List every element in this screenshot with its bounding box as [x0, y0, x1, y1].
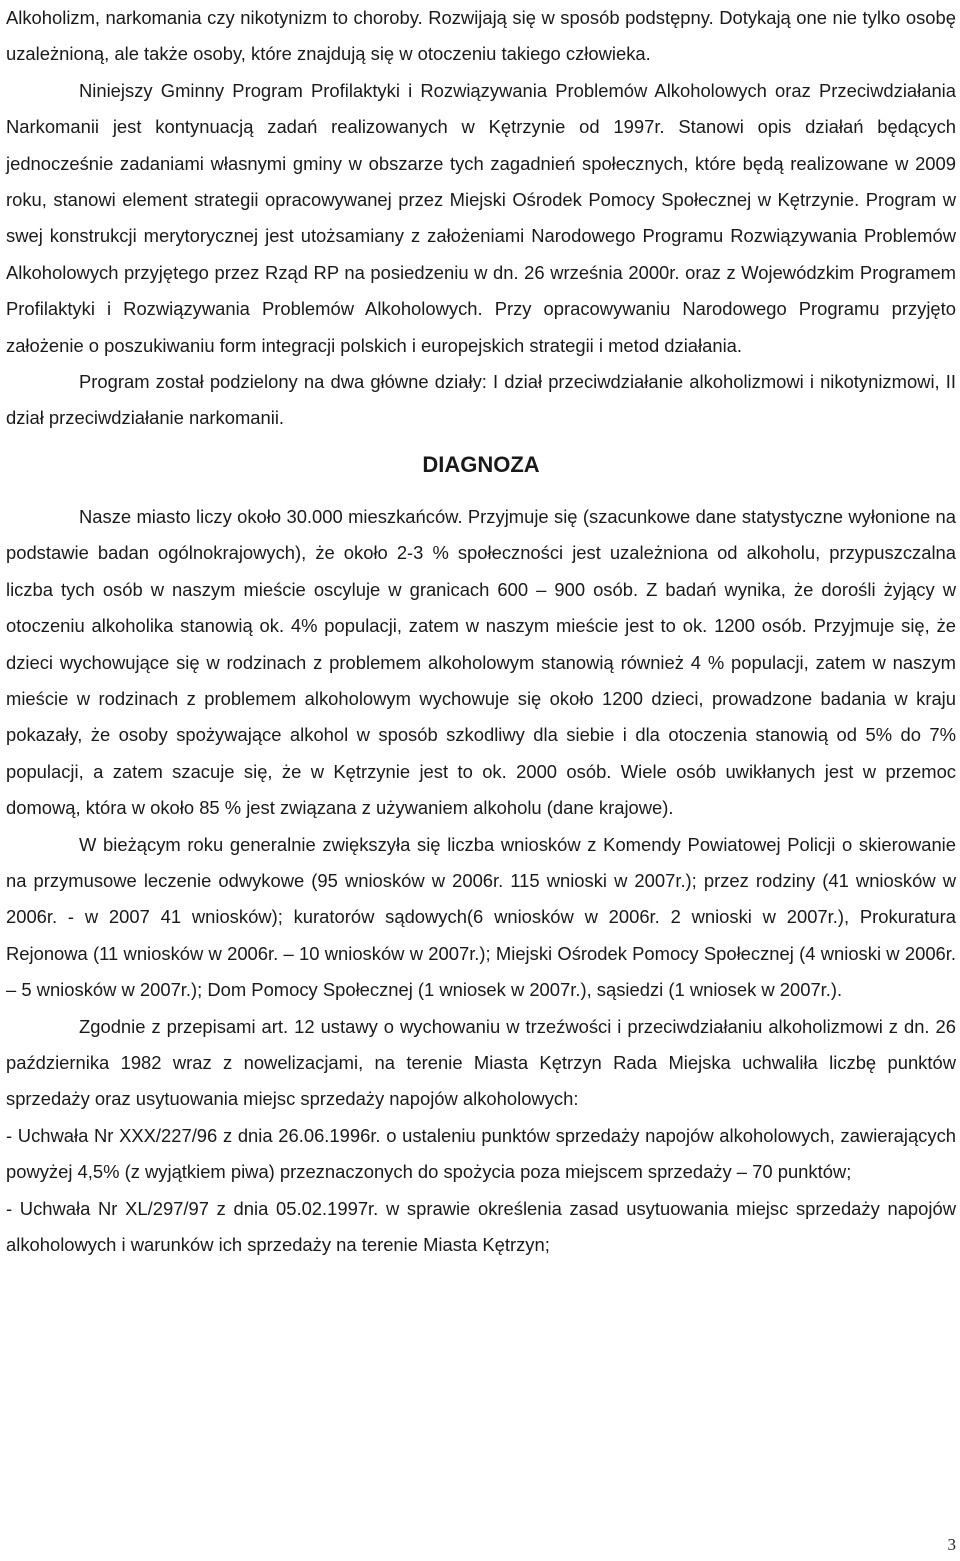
list-item-resolution-1996: - Uchwała Nr XXX/227/96 z dnia 26.06.1996r. o ustaleniu punktów sprzedaży napojów alkoholowych, zawierających powyżej 4,5% (z wyjątkiem piwa) przeznaczonych do spożycia poza miejscem sprzedaży – 70 punktów;: [6, 1124, 956, 1183]
paragraph-treatment-requests: W bieżącym roku generalnie zwiększyła się liczba wniosków z Komendy Powiatowej Policji o skierowanie na przymusowe leczenie odwykowe (95 wniosków w 2006r. 115 wnioski w 2007r.); przez rodziny (41 wniosków w 2006r. - w 2007 41 wniosków); kuratorów sądowych(6 wniosków w 2006r. 2 wnioski w 2007r.), Prokuratura Rejonowa (11 wniosków w 2006r. – 10 wniosków w 2007r.); Miejski Ośrodek Pomocy Społecznej (4 wnioski w 2006r. – 5 wniosków w 2007r.); Dom Pomocy Społecznej (1 wniosek w 2007r.), sąsiedzi (1 wniosek w 2007r.).: [6, 833, 956, 1001]
page-number: 3: [947, 1535, 956, 1554]
document-page: [6, 0, 956, 1263]
paragraph-intro: Alkoholizm, narkomania czy nikotynizm to choroby. Rozwijają się w sposób podstępny. Dotykają one nie tylko osobę uzależnioną, ale także osoby, które znajdują się w otoczeniu takiego człowieka.: [6, 7, 956, 65]
section-heading-diagnoza: DIAGNOZA: [422, 451, 540, 477]
paragraph-population-statistics: Nasze miasto liczy około 30.000 mieszkańców. Przyjmuje się (szacunkowe dane statystyczne wyłonione na podstawie badan ogólnokrajowych), że około 2-3 % społeczności jest uzależniona od alkoholu, przypuszczalna liczba tych osób w naszym mieście oscyluje w granicach 600 – 900 osób. Z badań wynika, że dorośli żyjący w otoczeniu alkoholika stanowią ok. 4% populacji, zatem w naszym mieście jest to ok. 1200 osób. Przyjmuje się, że dzieci wychowujące się w rodzinach z problemem alkoholowym stanowią również 4 % populacji, zatem w naszym mieście w rodzinach z problemem alkoholowym wychowuje się około 1200 dzieci, prowadzone badania w kraju pokazały, że osoby spożywające alkohol w sposób szkodliwy dla siebie i dla otoczenia stanowią od 5% do 7% populacji, a zatem szacuje się, że w Kętrzynie jest to ok. 2000 osób. Wiele osób uwikłanych jest w przemoc domową, która w około 85 % jest związana z używaniem alkoholu (dane krajowe).: [6, 505, 956, 819]
paragraph-legal-basis: Zgodnie z przepisami art. 12 ustawy o wychowaniu w trzeźwości i przeciwdziałaniu alkoholizmowi z dn. 26 października 1982 wraz z nowelizacjami, na terenie Miasta Kętrzyn Rada Miejska uchwaliła liczbę punktów sprzedaży oraz usytuowania miejsc sprzedaży napojów alkoholowych:: [6, 1015, 956, 1110]
paragraph-program-description: Niniejszy Gminny Program Profilaktyki i Rozwiązywania Problemów Alkoholowych oraz Przeciwdziałania Narkomanii jest kontynuacją zadań realizowanych w Kętrzynie od 1997r. Stanowi opis działań będących jednocześnie zadaniami własnymi gminy w obszarze tych zagadnień społecznych, które będą realizowane w 2009 roku, stanowi element strategii opracowywanej przez Miejski Ośrodek Pomocy Społecznej w Kętrzynie. Program w swej konstrukcji merytorycznej jest utożsamiany z założeniami Narodowego Programu Rozwiązywania Problemów Alkoholowych przyjętego przez Rząd RP na posiedzeniu w dn. 26 września 2000r. oraz z Wojewódzkim Programem Profilaktyki i Rozwiązywania Problemów Alkoholowych. Przy opracowywaniu Narodowego Programu przyjęto założenie o poszukiwaniu form integracji polskich i europejskich strategii i metod działania.: [6, 79, 956, 356]
list-item-resolution-1997: - Uchwała Nr XL/297/97 z dnia 05.02.1997r. w sprawie określenia zasad usytuowania miejsc sprzedaży napojów alkoholowych i warunków ich sprzedaży na terenie Miasta Kętrzyn;: [6, 1197, 956, 1255]
paragraph-program-structure: Program został podzielony na dwa główne działy: I dział przeciwdziałanie alkoholizmowi i nikotynizmowi, II dział przeciwdziałanie narkomanii.: [6, 371, 956, 429]
